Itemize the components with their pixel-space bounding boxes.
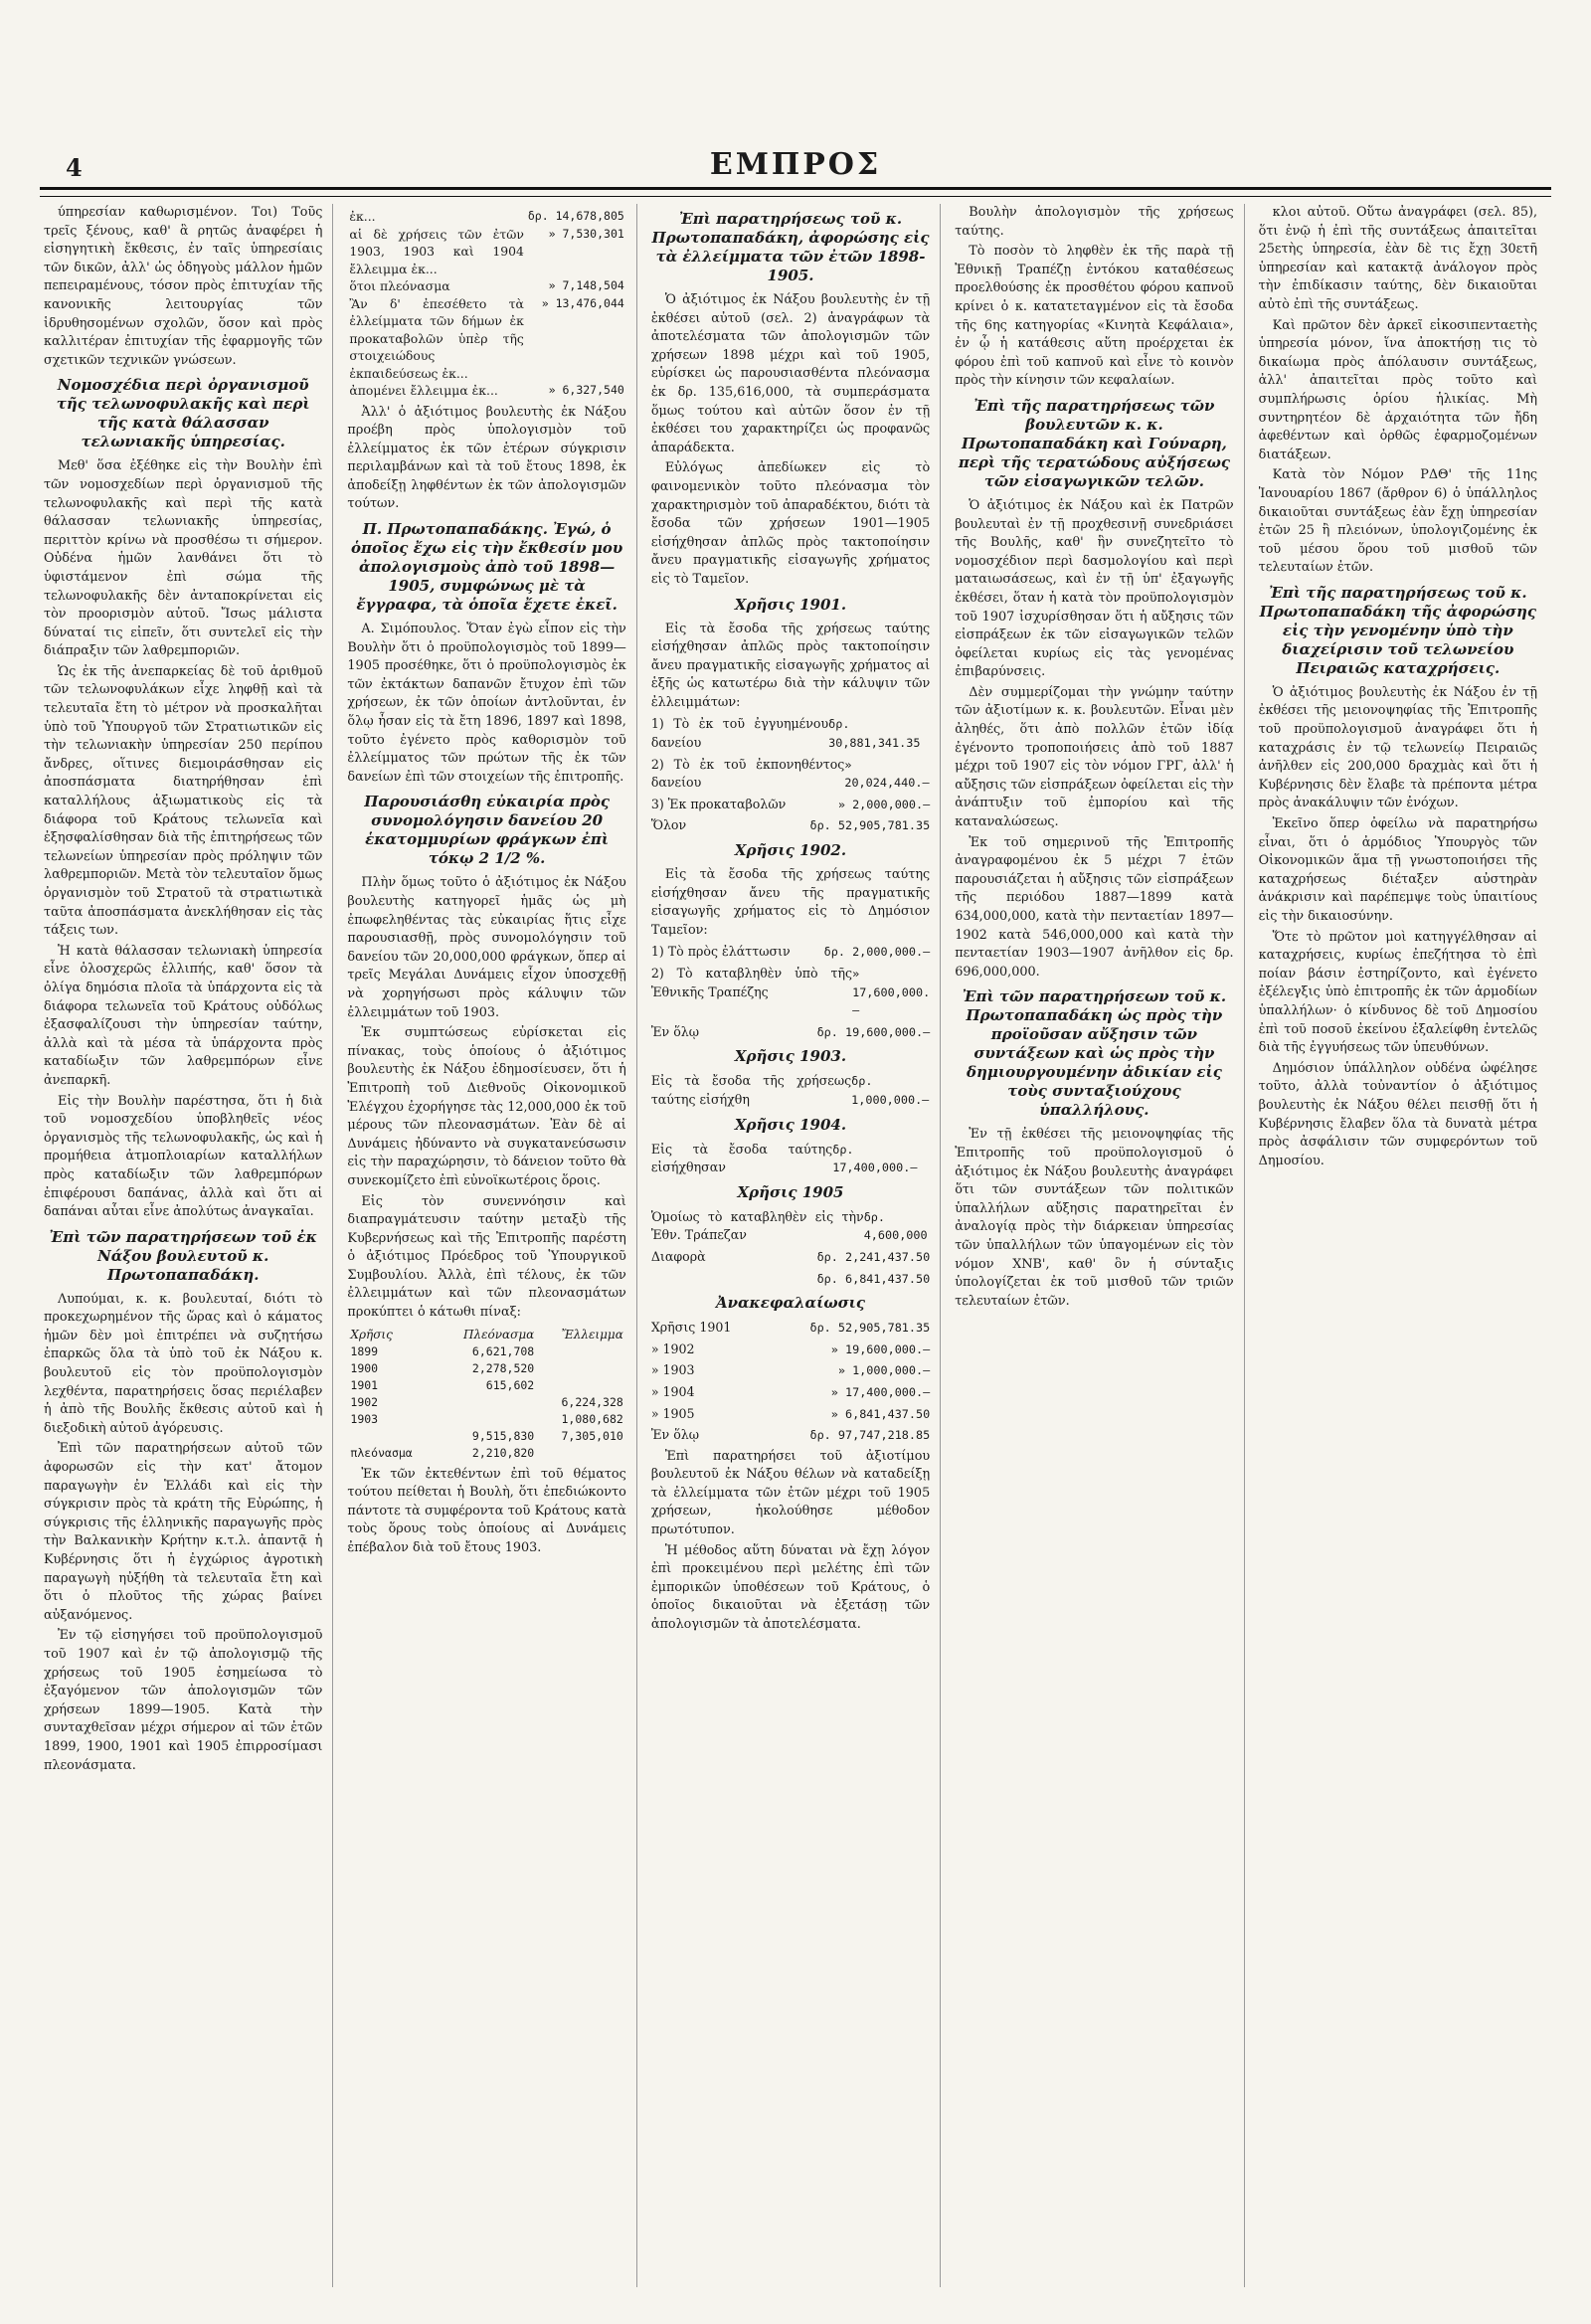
- table-header-row: [347, 1327, 625, 1343]
- table-cell: 6,224,328: [561, 1394, 623, 1409]
- column-header: Πλεόνασμα: [463, 1327, 535, 1341]
- paragraph: Ἀλλ' ὁ ἀξιότιμος βουλευτὴς ἐκ Νάξου προέβη πρὸς ὑπολογισμὸν τοῦ ἐλλείμματος ἐκ τῶν ἑτέρων σύγκρισιν περιλαμβάνων καὶ τὰ τοῦ ἔτους 1898, ἐκ ἀποδείξῃ ληφθέντων ἐκ τῶν ἀπολογισμῶν τούτων.: [347, 404, 626, 512]
- table-cell: [537, 1360, 626, 1377]
- amount-line: [651, 1361, 930, 1380]
- amount-label: Ὁμοίως τὸ καταβληθὲν εἰς τὴν Ἐθν. Τράπεζαν: [650, 1208, 864, 1243]
- column-1: [44, 204, 333, 2287]
- finance-value: » 7,530,301: [548, 226, 624, 241]
- paragraph: ύπηρεσίαν καθωρισμένον. Τοι) Τοῦς τρεῖς ξένους, καθ' ἃ ρητῶς ἀναφέρει ἡ εἰσηγητικὴ ἔκθεσις, ἐν ταῖς ὑπηρεσίαις τῶν δικῶν, ἀλλ' ὡς ὁδηγοὺς μάλλον ἡμῶν πεπειραμένους, τόσον πρὸς ἐπιτυχίαν τῆς κανονικῆς λειτουργίας τῶν ἱδρυθησομένων σχολῶν, ὅσον καὶ πρὸς καλλιτέραν ἐπιτυχίαν τῆς ἐφαρμογῆς τῶν σχετικῶν τεχνικῶν γνώσεων.: [44, 205, 323, 368]
- paragraph: Ἐκ τῶν ἐκτεθέντων ἐπὶ τοῦ θέματος τούτου πείθεται ἡ Βουλὴ, ὅτι ἐπεδιώκοντο πάντοτε τὰ συμφέροντα τοῦ Κράτους κατὰ τοὺς ὅρους τοὺς ὁποίους αἱ Δυνάμεις ἐπέβαλον διὰ τοῦ ἔτους 1903.: [347, 1466, 626, 1556]
- amount-value: δρ. 30,881,341.35: [828, 717, 921, 751]
- paragraph: Ὁ ἀξιότιμος ἐκ Νάξου καὶ ἐκ Πατρῶν βουλευταὶ ἐν τῇ προχθεσινῇ συνεδριάσει τῆς Βουλῆς, καθ' ἣν συνεζητεῖτο τὸ νομοσχέδιον περὶ δασμολογίου καὶ περὶ ματαιωσάσεως, καὶ ἐν τῇ ὑπ' ἐξαγωγῆς ἐκθέσει, ὅταν ἡ κατὰ τὸν προϋπολογισμὸν τοῦ 1907 ἰσχυρίσθησαν ὅτι ἡ αὔξησις τῶν εἰσπράξεων ἐκ τῶν εἰσαγωγικῶν τελῶν ὀφείλεται κυρίως εἰς τὰς γενομένας ἐπιβαρύνσεις.: [955, 497, 1234, 680]
- finance-label: ὅτοι πλεόνασμα: [349, 278, 450, 293]
- table-row: [347, 1411, 625, 1428]
- finance-label: ἐκ...: [349, 209, 376, 224]
- amount-label: » 1903: [650, 1362, 695, 1378]
- table-cell: 1901: [350, 1377, 379, 1392]
- table-cell: [437, 1394, 537, 1411]
- paragraph: Εἰς τὰ ἔσοδα τῆς χρήσεως ταύτης εἰσήχθησαν ἄνευ τῆς πραγματικῆς εἰσαγωγῆς χρήματος εἰς τὸ Δημόσιον Ταμεῖον:: [650, 867, 931, 938]
- amount-line: [651, 756, 930, 793]
- paragraph: Δημόσιον ὑπάλληλον οὐδένα ὠφέλησε τοῦτο, ἀλλὰ τοὐναντίον ὁ ἀξιότιμος βουλευτὴς ἐκ Νάξου θέλει πεισθῇ ὅτι ἡ Κυβέρνησις ἔλαβεν ὅλα τὰ δυνατὰ μέτρα πρὸς ἀσφάλισιν τῶν συμφερόντων τοῦ Δημοσίου.: [1258, 1060, 1538, 1168]
- amount-value: δρ. 97,747,218.85: [809, 1428, 931, 1443]
- amount-value: δρ. 2,241,437.50: [816, 1249, 931, 1264]
- amount-label: 1) Τὸ ἐκ τοῦ ἐγγυημένου δανείου: [650, 716, 829, 751]
- paragraph: Ἐκ συμπτώσεως εὐρίσκεται εἰς πίνακας, τοὺς ὁποίους ὁ ἀξιότιμος βουλευτὴς ἐκ Νάξου ἐδημοσίευσεν, ὅτι ἡ Ἐπιτροπὴ τοῦ Διεθνοῦς Οἰκονομικοῦ Ἐλέγχου ἐχορήγησε τὰς 12,000,000 ἐκ τοῦ μέρους τῶν πλεονασμάτων. Ἐὰν δὲ αἱ Δυνάμεις ἠδύναντο νὰ συγκατανεύσωσιν εἰς τὴν παραχώρησιν, τὸ δάνειον τοῦτο θὰ συνεκομίζετο ἐπὶ εὐνοϊκωτέροις ὅροις.: [347, 1025, 626, 1188]
- section-heading: Χρῆσις 1902.: [734, 841, 847, 860]
- table-cell: 615,602: [485, 1377, 535, 1392]
- amount-line: [651, 1319, 930, 1338]
- paragraph: Ἐκ τοῦ σημερινοῦ τῆς Ἐπιτροπῆς ἀναγραφομένου ἐκ 5 μέχρι 7 ἐτῶν παρουσιάζεται ἡ αὔξησις τῶν εἰσπράξεων τῆς περιόδου 1887—1899 κατὰ 634,000,000, κατὰ τὴν πενταετίαν 1897—1902 κατὰ 546,000,000 καὶ κατὰ τὴν πενταετίαν 1903—1907 ἀνῆλθον εἰς δρ. 696,000,000.: [955, 834, 1234, 980]
- amount-line: [651, 715, 930, 752]
- amount-label: Διαφορὰ: [650, 1248, 706, 1264]
- section-heading: Ἐπὶ παρατηρήσεως τοῦ κ. Πρωτοπαπαδάκη, ἀφορώσης εἰς τὰ ἐλλείμματα τῶν ἐτῶν 1898-1905.: [651, 210, 930, 284]
- paragraph: Εἰς τὴν Βουλὴν παρέστησα, ὅτι ἡ διὰ τοῦ νομοσχεδίου ὑποβληθεῖς νέος ὀργανισμὸς τῆς τελωνοφυλακῆς, ὡς καὶ ἡ προμήθεια ἀτμοπλοιαρίων καταλλήλων πρὸς καταδίωξιν τῶν λαθρεμπόρων ἐπιφέρουσι δαπάνας, ἀλλὰ καὶ ὅτι αἱ δαπάναι αὗται εἶνε ἀπολύτως ἀναγκαῖαι.: [44, 1093, 323, 1220]
- amount-value: δρ. 1,000,000.—: [851, 1074, 930, 1107]
- paragraph: Ἐπὶ παρατηρήσει τοῦ ἀξιοτίμου βουλευτοῦ ἐκ Νάξου θέλων νὰ καταδείξῃ τὰ ἐλλείμματα τῶν ἐτῶν μέχρι τοῦ 1905 χρήσεων, ἠκολούθησε μέθοδον πρωτότυπον.: [650, 1448, 931, 1538]
- table-cell: 1900: [350, 1360, 379, 1375]
- table-cell: 1903: [350, 1411, 379, 1426]
- paragraph: Εὐλόγως ἀπεδίωκεν εἰς τὸ φαινομενικὸν τοῦτο πλεόνασμα τὸν χαρακτηρισμὸν τοῦ ἀπαραδέκτου, διότι τὰ ἔσοδα τῶν χρήσεων 1901—1905 εἰσήχθησαν ἀπλῶς πρὸς τακτοποίησιν ἄνευ πραγματικῆς εἰσαγωγῆς χρήματος εἰς τὸ Ταμεῖον.: [650, 460, 931, 587]
- page-number: 4: [66, 153, 83, 182]
- section-heading: Ἐπὶ τῆς παρατηρήσεως τοῦ κ. Πρωτοπαπαδάκη τῆς ἀφορώσης εἰς τὴν γενομένην ὑπὸ τὴν διαχείρισιν τοῦ τελωνείου Πειραιῶς καταχρήσεις.: [1259, 583, 1536, 677]
- amount-value: » 17,400,000.—: [830, 1384, 931, 1399]
- section-heading: Νομοσχέδια περὶ ὀργανισμοῦ τῆς τελωνοφυλακῆς καὶ περὶ τῆς κατὰ θάλασσαν τελωνιακῆς ὑπηρεσίας.: [56, 376, 310, 451]
- amount-label: 1) Τὸ πρὸς ἐλάττωσιν: [650, 944, 791, 960]
- page-header: [40, 147, 1551, 183]
- amount-label: Χρῆσις 1901: [650, 1320, 732, 1336]
- amount-label: 2) Τὸ καταβληθὲν ὑπὸ τῆς Ἐθνικῆς Τραπέζης: [650, 966, 853, 999]
- column-header: Ἔλλειμμα: [561, 1327, 623, 1341]
- paragraph: Ἡ μέθοδος αὕτη δύναται νὰ ἔχῃ λόγον ἐπὶ προκειμένου περὶ μελέτης ἐπὶ τῶν ἐμπορικῶν ὑποθέσεων τοῦ Κράτους, ὁ ὁποῖος δικαιοῦται νὰ ἐξετάσῃ τῶν ἀπολογισμῶν τὰ ἀποτελέσματα.: [650, 1542, 931, 1633]
- amount-value: » 1,000,000.—: [837, 1363, 931, 1378]
- amount-value: » 17,600,000.—: [852, 967, 931, 1018]
- paragraph: Εἰς τὸν συνεννόησιν καὶ διαπραγμάτευσιν ταύτην μεταξὺ τῆς Κυβερνήσεως καὶ τῆς Ἐπιτροπῆς παρέστη ὁ ἀξιότιμος Πρόεδρος τοῦ Ὑπουργικοῦ Συμβουλίου. Ἀλλὰ, ἐπὶ τέλους, ἐκ τῶν ἐλλειμμάτων καὶ τῶν πλεονασμάτων προκύπτει ὁ κάτωθι πίναξ:: [347, 1193, 626, 1321]
- finance-value: » 7,148,504: [548, 278, 624, 292]
- amount-line: [651, 1208, 930, 1245]
- paragraph: Μεθ' ὅσα ἐξέθηκε εἰς τὴν Βουλὴν ἐπὶ τῶν νομοσχεδίων περὶ ὀργανισμοῦ τῆς τελωνοφυλακῆς καὶ περὶ τῆς κατὰ θάλασσαν τελωνιακῆς ὑπηρεσίας, περιττὸν κρίνω νὰ προσθέσω τι σήμερον. Οὐδένα ἡμῶν λανθάνει ὅτι τὸ ὑφιστάμενον ἐπὶ σώμα τῆς τελωνοφυλακῆς δὲν ἀνταποκρίνεται εἰς τὸν προορισμὸν αὐτοῦ. Ἴσως μάλιστα δύναταί τις εἰπεῖν, ὅτι συντελεῖ εἰς τὴν διάπραξιν τῶν λαθρεμποριῶν.: [44, 458, 323, 659]
- section-heading: Ἀνακεφαλαίωσις: [715, 1294, 866, 1313]
- paragraph: Ἐν τῷ εἰσηγήσει τοῦ προϋπολογισμοῦ τοῦ 1907 καὶ ἐν τῷ ἀπολογισμῷ τῆς χρήσεως τοῦ 1905 ἐσημείωσα τὸ ἐξαγόμενον τῶν ἀπολογισμῶν τῶν χρήσεων 1899—1905. Κατὰ τὴν συνταχθεῖσαν μέχρι σήμερον αἱ τῶν ἐτῶν 1899, 1900, 1901 καὶ 1905 ἐπιρροσίμασι πλεονάσματα.: [44, 1628, 323, 1773]
- section-heading: Παρουσιάσθη εὐκαιρία πρὸς συνομολόγησιν δανείου 20 ἑκατομμυρίων φράγκων ἐπὶ τόκῳ 2 1/2 %.: [364, 793, 611, 868]
- paragraph: Ἐν τῇ ἐκθέσει τῆς μειονοψηφίας τῆς Ἐπιτροπῆς τοῦ προϋπολογισμοῦ ὁ ἀξιότιμος ἐκ Νάξου βουλευτὴς ἀναγράφει ὅτι τῶν συντάξεων τῶν πολιτικῶν ὑπαλλήλων αὔξησις παρατηρεῖται ἐν ἀναλογίᾳ πρὸς τὴν διάρκειαν ὑπηρεσίας τῶν ὑπαλλήλων τῶν ὑπαγομένων εἰς τὸν νόμον ΧΝΒ', καθ' ὃν ἡ σύνταξις ὑπολογίζεται ἐκ τοῦ μισθοῦ τῶν τριῶν τελευταίων ἐτῶν.: [955, 1127, 1234, 1309]
- amount-value: δρ. 19,600,000.—: [816, 1024, 931, 1039]
- amount-line: [651, 1141, 930, 1177]
- section-heading: Χρῆσις 1901.: [734, 595, 847, 614]
- paragraph: Πλὴν ὅμως τοῦτο ὁ ἀξιότιμος ἐκ Νάξου βουλευτὴς κατηγορεῖ ἡμᾶς ὡς μὴ ἐπωφεληθέντας τὰς εὐκαιρίας ἥτις εἶχε παρουσιασθῇ, πρὸς συνομολόγησιν τοῦ δανείου τῶν 20,000,000 φράγκων, ὅπερ αἱ τρεῖς Μεγάλαι Δυνάμεις εἶχον ὑποσχεθῇ νὰ χορηγήσωσι πρὸς κάλυψιν τῶν ἐλλειμμάτων τοῦ 1903.: [347, 875, 626, 1020]
- paragraph: κλοι αὐτοῦ. Οὕτω ἀναγράφει (σελ. 85), ὅτι ἐνῷ ἡ ἐπὶ τῆς συντάξεως ἀπαιτεῖται 25ετὴς ὑπηρεσία, ἐὰν δὲ τις ἔχῃ 30ετῆ ὑπηρεσίαν καὶ κατακτᾷ ἀνάλογον πρὸς τὴν ἐπιδίκασιν ταύτης, δὲν δικαιοῦται αὐτὸ ἐπὶ τῆς συντάξεως.: [1258, 205, 1538, 312]
- paragraph: Κατὰ τὸν Νόμον ΡΔΘ' τῆς 11ης Ἰανουαρίου 1867 (ἄρθρον 6) ὁ ὑπάλληλος δικαιοῦται συντάξεως ἐὰν ἔχῃ ὑπηρεσίαν ἐτῶν 25 ἢ πλειόνων, ὑπολογιζομένης ἐκ τοῦ μέσου ὅρου τοῦ μισθοῦ τῶν τελευταίων ἐτῶν.: [1258, 467, 1538, 576]
- paragraph: Βουλὴν ἀπολογισμὸν τῆς χρήσεως ταύτης.: [955, 205, 1234, 239]
- amount-line: [651, 1426, 930, 1445]
- amount-label: 3) Ἐκ προκαταβολῶν: [650, 796, 787, 811]
- column-2: [347, 204, 636, 2287]
- table-row: [347, 1377, 625, 1394]
- section-heading: Ἐπὶ τῶν παρατηρήσεων τοῦ κ. Πρωτοπαπαδάκη ὡς πρὸς τὴν προϊοῦσαν αὔξησιν τῶν συντάξεων καὶ ὡς πρὸς τὴν δημιουργουμένην ἀδικίαν εἰς τοὺς συνταξιούχους ὑπαλλήλους.: [962, 987, 1227, 1120]
- header-rule: [40, 187, 1551, 197]
- paragraph: Ὁ ἀξιότιμος ἐκ Νάξου βουλευτὴς ἐν τῇ ἐκθέσει αὐτοῦ (σελ. 2) ἀναγράφων τὰ ἀποτελέσματα τῶν ἀπολογισμῶν τῶν χρήσεων 1898 μέχρι καὶ τοῦ 1905, εὑρίσκει ὡς παρουσιασθέντα πλεόνασμα ἐκ δρ. 135,616,000, τὰ συμπεράσματα ὅμως τούτου καὶ αὐτῶν ὅσον ἐν τῇ ἐκθέσει του χαρακτηρίζει ὡς προφανῶς ἀπαράδεκτα.: [650, 292, 931, 455]
- net-row: [347, 1445, 625, 1462]
- paragraph: Ὁ ἀξιότιμος βουλευτὴς ἐκ Νάξου ἐν τῇ ἐκθέσει τῆς μειονοψηφίας τῆς Ἐπιτροπῆς τοῦ προϋπολογισμοῦ ἀναγράφει ὅτι ἡ καταχράσις ἐν τῷ τελωνείῳ Πειραιῶς ἀνῆλθεν εἰς 200,000 δραχμὰς καὶ ὅτι ἡ Κυβέρνησις δὲν ἔλαβε τὰ πρέποντα μέτρα πρὸς ἀνακάλυψιν τῶν ἐνόχων.: [1258, 684, 1538, 811]
- amount-value: δρ. 52,905,781.35: [809, 1321, 931, 1336]
- amount-value: δρ. 4,600,000: [863, 1209, 928, 1243]
- amount-line: [651, 965, 930, 1020]
- table-cell: [537, 1343, 626, 1360]
- amount-label: Ἐν ὅλῳ: [650, 1023, 700, 1039]
- section-heading: Χρῆσις 1903.: [734, 1047, 847, 1066]
- table-row: [347, 1343, 625, 1360]
- paragraph: Λυπούμαι, κ. κ. βουλευταί, διότι τὸ προκεχωρημένον τῆς ὥρας καὶ ὁ κάματος ἡμῶν δὲν μοὶ ἐπιτρέπει νὰ συζητήσω ἐπαρκῶς ὅλα τὰ ὑπὸ τοῦ ἐκ Νάξου κ. βουλευτοῦ εἰς τὸν προϋπολογισμὸν λεχθέντα, παρατηρήσεις ὅσας περιέλαβεν ἡ ἀπὸ τῆς Βουλῆς ἔκθεσις αὐτοῦ καὶ ἡ διεξοδικὴ αὐτοῦ ἀγόρευσις.: [44, 1291, 323, 1436]
- amount-line: [651, 1248, 930, 1267]
- finance-label: αἱ δὲ χρήσεις τῶν ἐτῶν 1903, 1903 καὶ 1904 ἔλλειμμα ἐκ...: [349, 226, 524, 276]
- finance-row: [347, 277, 625, 295]
- paragraph: Ὡς ἐκ τῆς ἀνεπαρκείας δὲ τοῦ ἀριθμοῦ τῶν τελωνοφυλάκων εἶχε ληφθῇ καὶ τὰ τελευταῖα ἔτη τὸ μέτρον νὰ προσκαλῆται ὑπὸ τοῦ Ὑπουργοῦ τῶν Στρατιωτικῶν εἰς τὴν τελωνιακὴν ὑπηρεσίαν 250 περίπου ἄνδρες, οἵτινες διεμοιράσθησαν εἰς ἀποσπάσματα διατηρήθησαν ἐπὶ καταλλήλους ἀξιωματικοὺς εἰς τὰ διάφορα τοῦ Κράτους τελωνεῖα καὶ ἐξησφαλίσθησαν διὰ τῆς ἐπιτηρήσεως τῶν τελωνείων ὑπηρεσίαν πρὸς πρόληψιν τῶν λαθρεμποριῶν. Μετὰ τὸν τελευταῖον ὅμως ὀργανισμὸν τοῦ Στρατοῦ τὰ στρατιωτικὰ ταῦτα ἀποσπάσματα ἀνεκλήθησαν εἰς τὰς τάξεις των.: [44, 663, 323, 939]
- masthead: ΕΜΠΡΟΣ: [709, 147, 882, 182]
- amount-line: [651, 943, 930, 962]
- amount-value: » 19,600,000.—: [830, 1341, 931, 1356]
- amount-line: [651, 1383, 930, 1402]
- amount-value: δρ. 2,000,000.—: [823, 945, 931, 960]
- amount-label: » 1902: [650, 1341, 695, 1356]
- column-3: [651, 204, 941, 2287]
- table-cell: [347, 1428, 437, 1445]
- table-row: [347, 1360, 625, 1377]
- amount-label: Ὅλον: [650, 817, 687, 833]
- finance-table: [347, 208, 625, 400]
- paragraph: Τὸ ποσὸν τὸ ληφθὲν ἐκ τῆς παρὰ τῇ Ἐθνικῇ Τραπέζῃ ἐντόκου καταθέσεως προελθούσης ἐκ προσθέτου φόρου καπνοῦ κρίνει ὁ κ. κατατεταγμένον εἰς τὰ ἔσοδα τῆς 6ης κατηγορίας «Κινητὰ Κεφάλαια», ἐν ᾧ ἡ κατάθεσις αὕτη προέρχεται ἐκ φόρου ἐπὶ τοῦ καπνοῦ καὶ εἶνε τὸ κοινὸν πρὸς τὴν κίνησιν τῶν κεφαλαίων.: [955, 244, 1234, 389]
- year-balance-table: [347, 1327, 625, 1462]
- section-heading: Ἐπὶ τῆς παρατηρήσεως τῶν βουλευτῶν κ. κ. Πρωτοπαπαδάκη καὶ Γούναρη, περὶ τῆς τερατώδους αὐξήσεως τῶν εἰσαγωγικῶν τελῶν.: [958, 396, 1230, 490]
- finance-value: » 6,327,540: [548, 383, 624, 397]
- table-cell: [437, 1411, 537, 1428]
- table-cell: 2,278,520: [471, 1360, 535, 1375]
- finance-value: δρ. 14,678,805: [527, 209, 624, 223]
- finance-label: Ἂν δ' ἐπεσέθετο τὰ ἐλλείμματα τῶν δήμων ἐκ προκαταβολῶν ὑπὲρ τῆς στοιχειώδους ἐκπαιδεύσεως ἐκ...: [349, 295, 524, 381]
- total-cell: 9,515,830: [471, 1428, 535, 1443]
- section-heading: Χρῆσις 1904.: [734, 1115, 847, 1134]
- paragraph: Α. Σιμόπουλος. Ὅταν ἐγὼ εἶπον εἰς τὴν Βουλὴν ὅτι ὁ προϋπολογισμὸς τοῦ 1899—1905 προσέθηκε, ὅτι ὁ προϋπολογισμὸς ἐκ τῶν ἐκτάκτων δαπανῶν ἔτυχον ἐπὶ τῶν χρήσεων, ἐκ τῶν ὁποίων ἀντλοῦνται, ἐν ὅλῳ ἦσαν εἰς τὰ ἔτη 1896, 1897 καὶ 1898, τοῦτο ἐγένετο πρὸς καθορισμὸν τοῦ ἐλλείμματος τῶν πρώτων τῆς ἐκ τῶν δανείων ἐπὶ τῶν στοιχείων τῆς ἐπιτροπῆς.: [347, 622, 626, 785]
- amount-value: δρ. 17,400,000.—: [832, 1142, 918, 1175]
- amount-line: [651, 816, 930, 835]
- net-label: πλεόνασμα: [350, 1445, 413, 1460]
- paragraph: Ἡ κατὰ θάλασσαν τελωνιακὴ ὑπηρεσία εἶνε ὁλοσχερῶς ἐλλιπής, καθ' ὅσον τὰ ὀλίγα δημόσια πλοῖα τὰ ὑπάρχοντα εἰς τὰ διάφορα τελωνεῖα τοῦ Κράτους οὐδόλως ἐξασφαλίζουσι τὴν ὑπηρεσίαν ταύτην, ἀλλὰ καὶ τὰ μέσα τὰ ὑπάρχοντα πρὸς καταδίωξιν τῶν λαθρεμπόρων εἶνε ἀνεπαρκῆ.: [44, 943, 323, 1088]
- section-heading: Π. Πρωτοπαπαδάκης. Ἐγώ, ὁ ὁποῖος ἔχω εἰς τὴν ἔκθεσίν μου ἀπολογισμοὺς ἀπὸ τοῦ 1898—1905, συμφώνως μὲ τὰ ἔγγραφα, τὰ ὁποῖα ἔχετε ἐκεῖ.: [350, 520, 623, 615]
- amount-line: [651, 1341, 930, 1359]
- total-cell: 7,305,010: [561, 1428, 623, 1443]
- amount-value: » 2,000,000.—: [837, 797, 931, 811]
- amount-label: Εἰς τὰ ἔσοδα ταύτης εἰσήχθησαν: [650, 1141, 833, 1175]
- finance-row: [347, 382, 625, 400]
- paragraph: Εἰς τὰ ἔσοδα τῆς χρήσεως ταύτης εἰσήχθησαν ἀπλῶς πρὸς τακτοποίησιν ἄνευ πραγματικῆς εἰσαγωγῆς χρήματος αἱ ἑξῆς ὡς κατωτέρω διὰ τὴν κάλυψιν τῶν ἐλλειμμάτων:: [650, 621, 931, 710]
- amount-value: » 6,841,437.50: [830, 1406, 931, 1421]
- net-value: 2,210,820: [471, 1445, 535, 1460]
- amount-label: 2) Τὸ ἐκ τοῦ ἐκπονηθέντος δανείου: [650, 756, 845, 791]
- table-cell: 1,080,682: [561, 1411, 623, 1426]
- table-cell: [537, 1377, 626, 1394]
- finance-row: [347, 226, 625, 278]
- table-cell: 1902: [350, 1394, 379, 1409]
- amount-value: δρ. 6,841,437.50: [816, 1271, 931, 1286]
- finance-value: » 13,476,044: [541, 295, 624, 310]
- finance-row: [347, 295, 625, 383]
- paragraph: Δὲν συμμερίζομαι τὴν γνώμην ταύτην τῶν ἀξιοτίμων κ. κ. βουλευτῶν. Εἶναι μὲν ἀληθές, ὅτι ἀπὸ πολλῶν ἐτῶν ἰδίᾳ ἐγένοντο τροποποιήσεις ἀπὸ τοῦ 1887 μέχρι τοῦ 1907 εἰς τὸν νόμον ΓΡΓ, ἀλλ' ἡ αὔξησις τῶν εἰσπράξεων ὀφείλεται εἰς τὴν ἀνάπτυξιν τοῦ ἐμπορίου καὶ τῆς καταναλώσεως.: [955, 684, 1234, 830]
- table-cell: 6,621,708: [471, 1343, 535, 1358]
- finance-row: [347, 208, 625, 226]
- amount-line: [651, 796, 930, 814]
- amount-line: [651, 1270, 930, 1289]
- amount-value: δρ. 52,905,781.35: [809, 818, 931, 833]
- column-header: Χρῆσις: [350, 1327, 393, 1341]
- column-5: [1259, 204, 1547, 2287]
- table-cell: 1899: [350, 1343, 379, 1358]
- amount-label: Εἰς τὰ ἔσοδα τῆς χρήσεως ταύτης εἰσήχθη: [650, 1073, 852, 1107]
- amount-label: » 1904: [650, 1383, 695, 1399]
- section-heading: Χρῆσις 1905: [737, 1182, 844, 1201]
- amount-line: [651, 1023, 930, 1042]
- amount-value: » 20,024,440.—: [844, 757, 930, 791]
- paragraph: Ἐπὶ τῶν παρατηρήσεων αὐτοῦ τῶν ἀφορωσῶν εἰς τὴν κατ' ἄτομον παραγωγὴν ἐν Ἑλλάδι καὶ εἰς τὴν σύγκρισιν πρὸς τὰ κράτη τῆς Εὐρώπης, ἡ σύγκρισις τῆς ἑλληνικῆς παραγωγῆς πρὸς τὴν Βαλκανικὴν Κρήτην κ.τ.λ. ἀπαντᾷ ἡ Κυβέρνησις ὅτι ἡ ἐγχώριος ἀγροτικὴ παραγωγὴ ηὐξήθη τὰ τελευταῖα ἔτη καὶ ὅτι ὁ πλοῦτος τῆς χώρας βαίνει αὐξανόμενος.: [44, 1441, 323, 1623]
- paragraph: Ἐκεῖνο ὅπερ ὀφείλω νὰ παρατηρήσω εἶναι, ὅτι ὁ ἀρμόδιος Ὑπουργὸς τῶν Οἰκονομικῶν ἅμα τῇ γνωστοποιήσει τῆς καταχρήσεως διέταξεν αὐστηρὰν ἀνάκρισιν καὶ παρέπεμψε τοὺς ὑπαιτίους εἰς τὴν δικαιοσύνην.: [1258, 816, 1538, 924]
- amount-label: » 1905: [650, 1405, 695, 1421]
- finance-label: ἀπομένει ἔλλειμμα ἐκ...: [349, 383, 498, 398]
- paragraph: Ὅτε τὸ πρῶτον μοὶ κατηγγέλθησαν αἱ καταχρήσεις, κυρίως ἐπεζήτησα τὸ ἐπὶ ποίαν βάσιν ἐστηρίζοντο, καὶ ἐγένετο ἐξέλεγξις ὑπὸ ἐπιτροπῆς ἐκ τῶν ἁρμοδίων ὑπαλλήλων· ὁ κίνδυνος δὲ τοῦ Δημοσίου ἐπὶ τοῦ ποσοῦ ἐκείνου ἐξαλείφθη ἐντελῶς διὰ τῆς ἐγγυήσεως τῶν ὑπευθύνων.: [1258, 929, 1538, 1056]
- amount-label: Ἐν ὅλῳ: [650, 1427, 700, 1443]
- totals-row: [347, 1428, 625, 1445]
- amount-line: [651, 1072, 930, 1109]
- table-row: [347, 1394, 625, 1411]
- section-heading: Ἐπὶ τῶν παρατηρήσεων τοῦ ἐκ Νάξου βουλευτοῦ κ. Πρωτοπαπαδάκη.: [49, 1227, 317, 1284]
- amount-line: [651, 1405, 930, 1424]
- column-4: [955, 204, 1244, 2287]
- text-columns: [44, 204, 1547, 2287]
- table-cell: [537, 1445, 626, 1462]
- paragraph: Καὶ πρῶτον δὲν ἀρκεῖ εἰκοσιπενταετὴς ὑπηρεσία μόνον, ἵνα ἀποκτήσῃ τις τὸ δικαίωμα πρὸς ἀπόλαυσιν συντάξεως, ἀλλ' ἀπαιτεῖται πρὸς τοῦτο καὶ συμπλήρωσις ὁρίου ἡλικίας. Μὴ συντηρητέον δὲ ἀρχαιότητα τῶν ἤδη ἀφεθέντων καὶ ὀρθῶς ἐφαρμοζομένων διατάξεων.: [1258, 317, 1538, 462]
